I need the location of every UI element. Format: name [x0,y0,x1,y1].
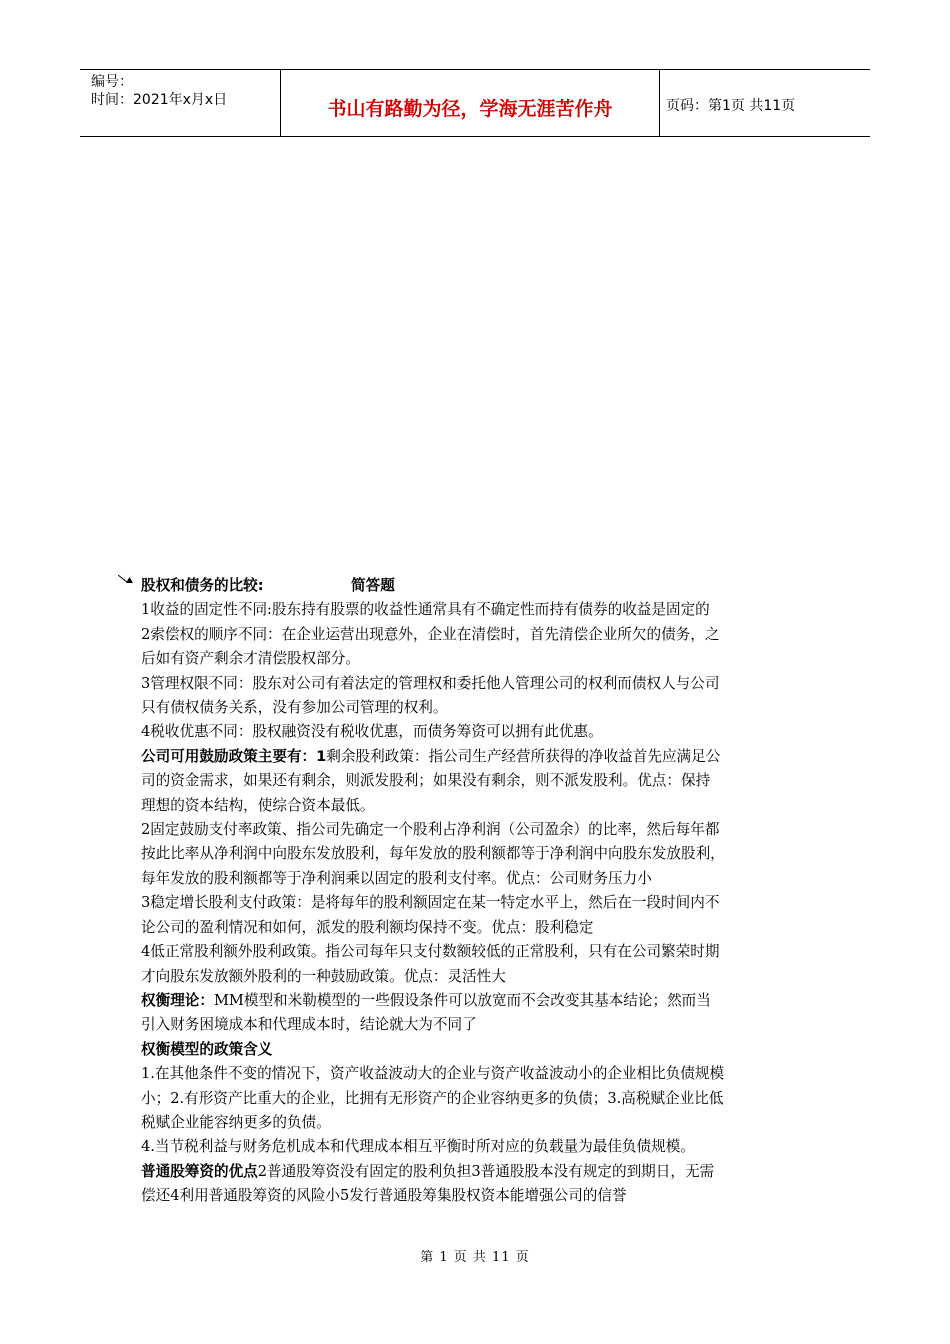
body-line: 4.当节税利益与财务危机成本和代理成本相互平衡时所对应的负载量为最佳负债规模。 [141,1138,695,1156]
question-type: 简答题 [351,577,395,594]
header-table [80,69,870,137]
body-line: 后如有资产剩余才清偿股权部分。 [141,650,360,668]
policy-heading: 权衡模型的政策含义 [141,1040,273,1058]
body-line: 2固定鼓励支付率政策、指公司先确定一个股利占净利润（公司盈余）的比率，然后每年都 [141,821,720,839]
header-right-cell [660,70,870,136]
section-title: 股权和债务的比较: [141,577,264,594]
triangle-bullet-icon [118,575,138,595]
common-stock-heading: 普通股筹资的优点 [141,1162,258,1180]
section-heading-row [141,574,821,598]
body-line: 只有债权债务关系，没有参加公司管理的权利。 [141,699,448,717]
page-footer: 第 1 页 共 11 页 [420,1250,530,1265]
body-line: 小；2.有形资产比重大的企业，比拥有无形资产的企业容纳更多的负债；3.高税赋企业比低 [141,1089,724,1107]
body-line: 2普通股筹资没有固定的股利负担3普通股股本没有规定的到期日，无需 [257,1162,715,1180]
body-line: 3稳定增长股利支付政策：是将每年的股利额固定在某一特定水平上，然后在一段时间内不 [141,894,720,912]
body-line: 引入财务困境成本和代理成本时，结论就大为不同了 [141,1016,477,1034]
header-middle-cell [281,70,660,136]
document-number-label: 编号： [91,74,133,90]
body-line: 4税收优惠不同：股权融资没有税收优惠，而债务筹资可以拥有此优惠。 [141,723,603,741]
header-motto: 书山有路勤为径，学海无涯苦作舟 [327,98,613,120]
body-line: 税赋企业能容纳更多的负债。 [141,1113,331,1131]
body-line: 1.在其他条件不变的情况下，资产收益波动大的企业与资产收益波动小的企业相比负债规模 [141,1065,725,1083]
document-time-label: 时间：2021年x月x日 [91,92,228,108]
tradeoff-heading-line [141,989,821,1013]
tradeoff-heading: 权衡理论： [141,991,214,1009]
dividend-heading-line [141,745,821,769]
document-body [141,574,821,1209]
header-page-info: 页码：第1页 共11页 [666,98,796,114]
body-line: 3管理权限不同：股东对公司有着法定的管理权和委托他人管理公司的权利而债权人与公司 [141,674,720,692]
body-line: 4低正常股利额外股利政策。指公司每年只支付数额较低的正常股利，只有在公司繁荣时期 [141,943,720,961]
body-line: 2索偿权的顺序不同：在企业运营出现意外，企业在清偿时，首先清偿企业所欠的债务，之 [141,625,720,643]
body-line: 司的资金需求，如果还有剩余，则派发股利；如果没有剩余，则不派发股利。优点：保持 [141,772,711,790]
dividend-heading: 公司可用鼓励政策主要有：1 [141,747,327,765]
header-left-cell [80,70,281,136]
body-line: 1收益的固定性不同:股东持有股票的收益性通常具有不确定性而持有债券的收益是固定的 [141,601,710,619]
body-line: 论公司的盈利情况和如何，派发的股利额均保持不变。优点：股利稳定 [141,918,594,936]
body-line: MM模型和米勒模型的一些假设条件可以放宽而不会改变其基本结论；然而当 [213,991,711,1009]
body-line: 剩余股利政策：指公司生产经营所获得的净收益首先应满足公 [326,747,721,765]
body-line: 才向股东发放额外股利的一种鼓励政策。优点：灵活性大 [141,967,506,985]
body-line: 理想的资本结构，使综合资本最低。 [141,796,375,814]
body-line: 偿还4利用普通股筹资的风险小5发行普通股筹集股权资本能增强公司的信誉 [141,1187,627,1205]
body-line: 每年发放的股利额都等于净利润乘以固定的股利支付率。优点：公司财务压力小 [141,869,652,887]
common-stock-heading-line [141,1160,821,1184]
body-line: 按此比率从净利润中向股东发放股利，每年发放的股利额都等于净利润中向股东发放股利， [141,845,725,863]
